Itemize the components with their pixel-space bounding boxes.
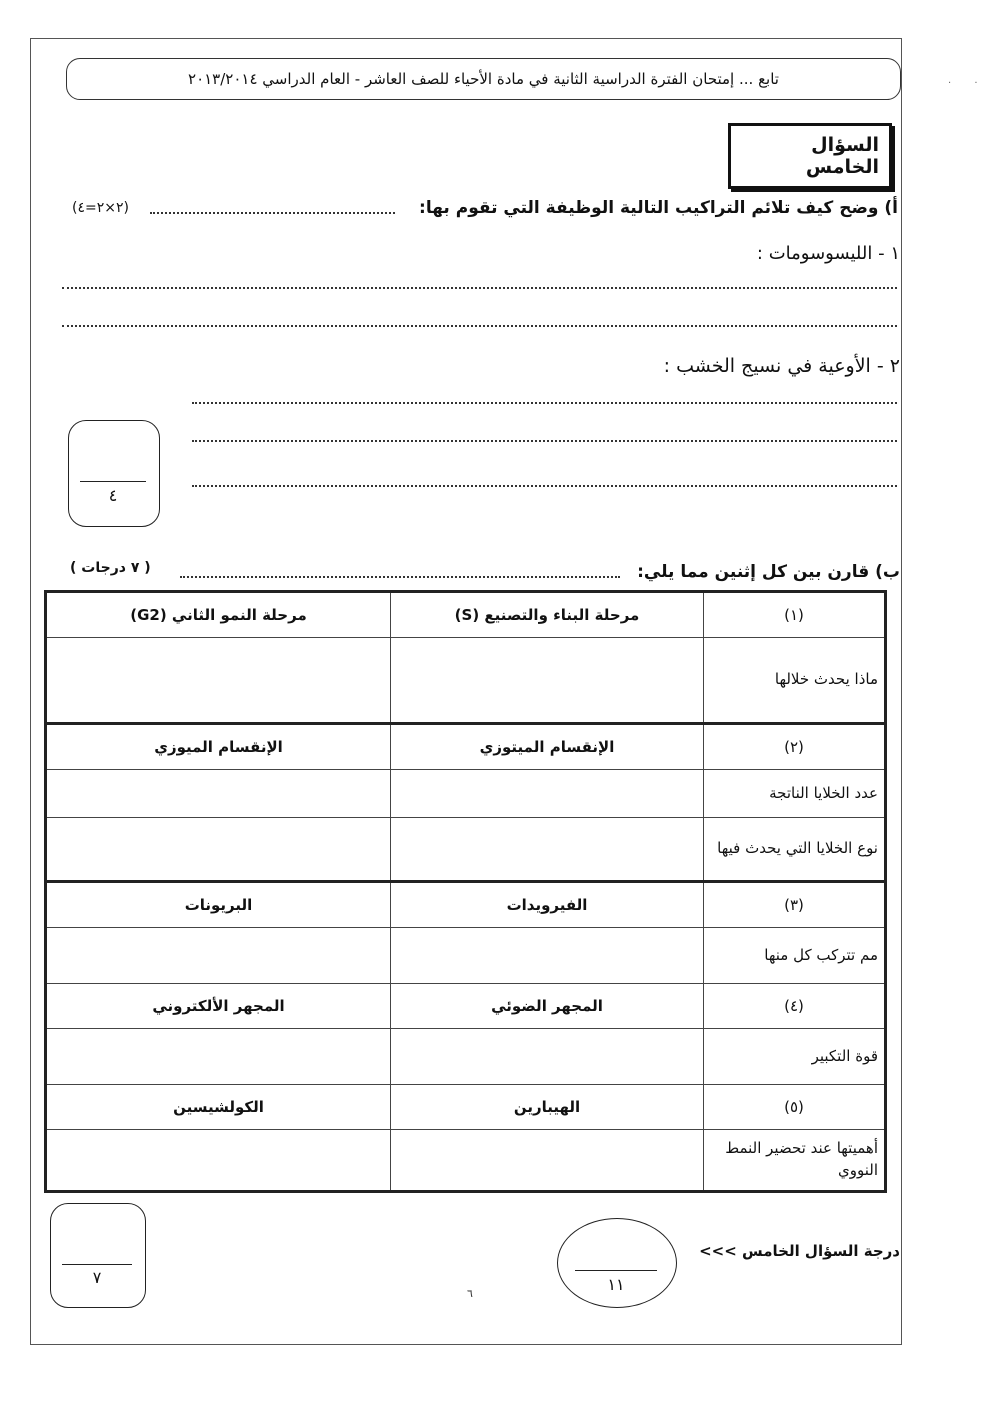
answer-line-2b[interactable] (192, 440, 897, 442)
answer-line-1b[interactable] (62, 325, 897, 327)
comparison-criterion: مم تتركب كل منها (704, 928, 886, 984)
total-score-label: درجة السؤال الخامس >>> (699, 1242, 900, 1260)
answer-cell[interactable] (46, 818, 391, 882)
part-b-dots (180, 576, 620, 578)
comparison-number: (١) (704, 592, 886, 638)
part-b-instruction: ب) قارن بين كل إثنين مما يلي: (637, 562, 900, 582)
comparison-item-b: مرحلة النمو الثاني (G2) (46, 592, 391, 638)
question-title: السؤال الخامس (730, 125, 890, 187)
item-1-label: ١ - الليسوسومات : (756, 243, 900, 264)
answer-cell[interactable] (46, 770, 391, 818)
answer-cell[interactable] (391, 638, 704, 724)
part-a-score-box (68, 420, 160, 527)
comparison-item-a: المجهر الضوئي (391, 984, 704, 1029)
answer-cell[interactable] (46, 1130, 391, 1192)
answer-cell[interactable] (46, 928, 391, 984)
answer-cell[interactable] (46, 638, 391, 724)
part-b-score-box (50, 1203, 146, 1308)
part-b-score: ٧ (92, 1268, 102, 1287)
comparison-criterion: نوع الخلايا التي يحدث فيها (704, 818, 886, 882)
comparison-number: (٣) (704, 882, 886, 928)
comparison-item-b: المجهر الألكتروني (46, 984, 391, 1029)
part-b-score-line (62, 1264, 132, 1265)
comparison-item-b: البريونات (46, 882, 391, 928)
comparison-criterion: عدد الخلايا الناتجة (704, 770, 886, 818)
margin-marks: . . (948, 75, 988, 86)
comparison-item-b: الكولشيسين (46, 1085, 391, 1130)
answer-line-2c[interactable] (192, 485, 897, 487)
part-a-instruction: أ) وضح كيف تلائم التراكيب التالية الوظيفة التي تقوم بها: (419, 198, 898, 218)
answer-cell[interactable] (391, 1029, 704, 1085)
comparison-item-a: مرحلة البناء والتصنيع (S) (391, 592, 704, 638)
total-score-line (575, 1270, 657, 1271)
comparison-item-b: الإنقسام الميوزي (46, 724, 391, 770)
part-a-score-line (80, 481, 146, 482)
comparison-number: (٢) (704, 724, 886, 770)
answer-cell[interactable] (391, 818, 704, 882)
part-a-score: ٤ (108, 486, 118, 505)
comparison-table (44, 590, 887, 1193)
comparison-criterion: قوة التكبير (704, 1029, 886, 1085)
part-a-marks: (٢×٢=٤) (72, 200, 129, 216)
total-score-circle (557, 1218, 677, 1308)
answer-cell[interactable] (391, 928, 704, 984)
item-2-label: ٢ - الأوعية في نسيج الخشب : (663, 355, 900, 377)
comparison-number: (٤) (704, 984, 886, 1029)
answer-line-2a[interactable] (192, 402, 897, 404)
answer-cell[interactable] (46, 1029, 391, 1085)
comparison-item-a: الفيرويدات (391, 882, 704, 928)
comparison-criterion: أهميتها عند تحضير النمط النووي (704, 1130, 886, 1192)
page-number: ٦ (467, 1287, 473, 1300)
answer-cell[interactable] (391, 1130, 704, 1192)
instruction-dots (150, 212, 395, 214)
exam-header (66, 58, 901, 100)
comparison-number: (٥) (704, 1085, 886, 1130)
total-score: ١١ (607, 1275, 625, 1294)
answer-cell[interactable] (391, 770, 704, 818)
part-b-marks: ( ٧ درجات ) (70, 560, 151, 576)
question-title-box (728, 123, 892, 189)
comparison-item-a: الإنقسام الميتوزي (391, 724, 704, 770)
comparison-criterion: ماذا يحدث خلالها (704, 638, 886, 724)
answer-line-1a[interactable] (62, 287, 897, 289)
comparison-item-a: الهيبارين (391, 1085, 704, 1130)
header-text: تابع ... إمتحان الفترة الدراسية الثانية في مادة الأحياء للصف العاشر - العام الدراسي ٢٠١٣/٢٠١٤ (188, 70, 779, 88)
